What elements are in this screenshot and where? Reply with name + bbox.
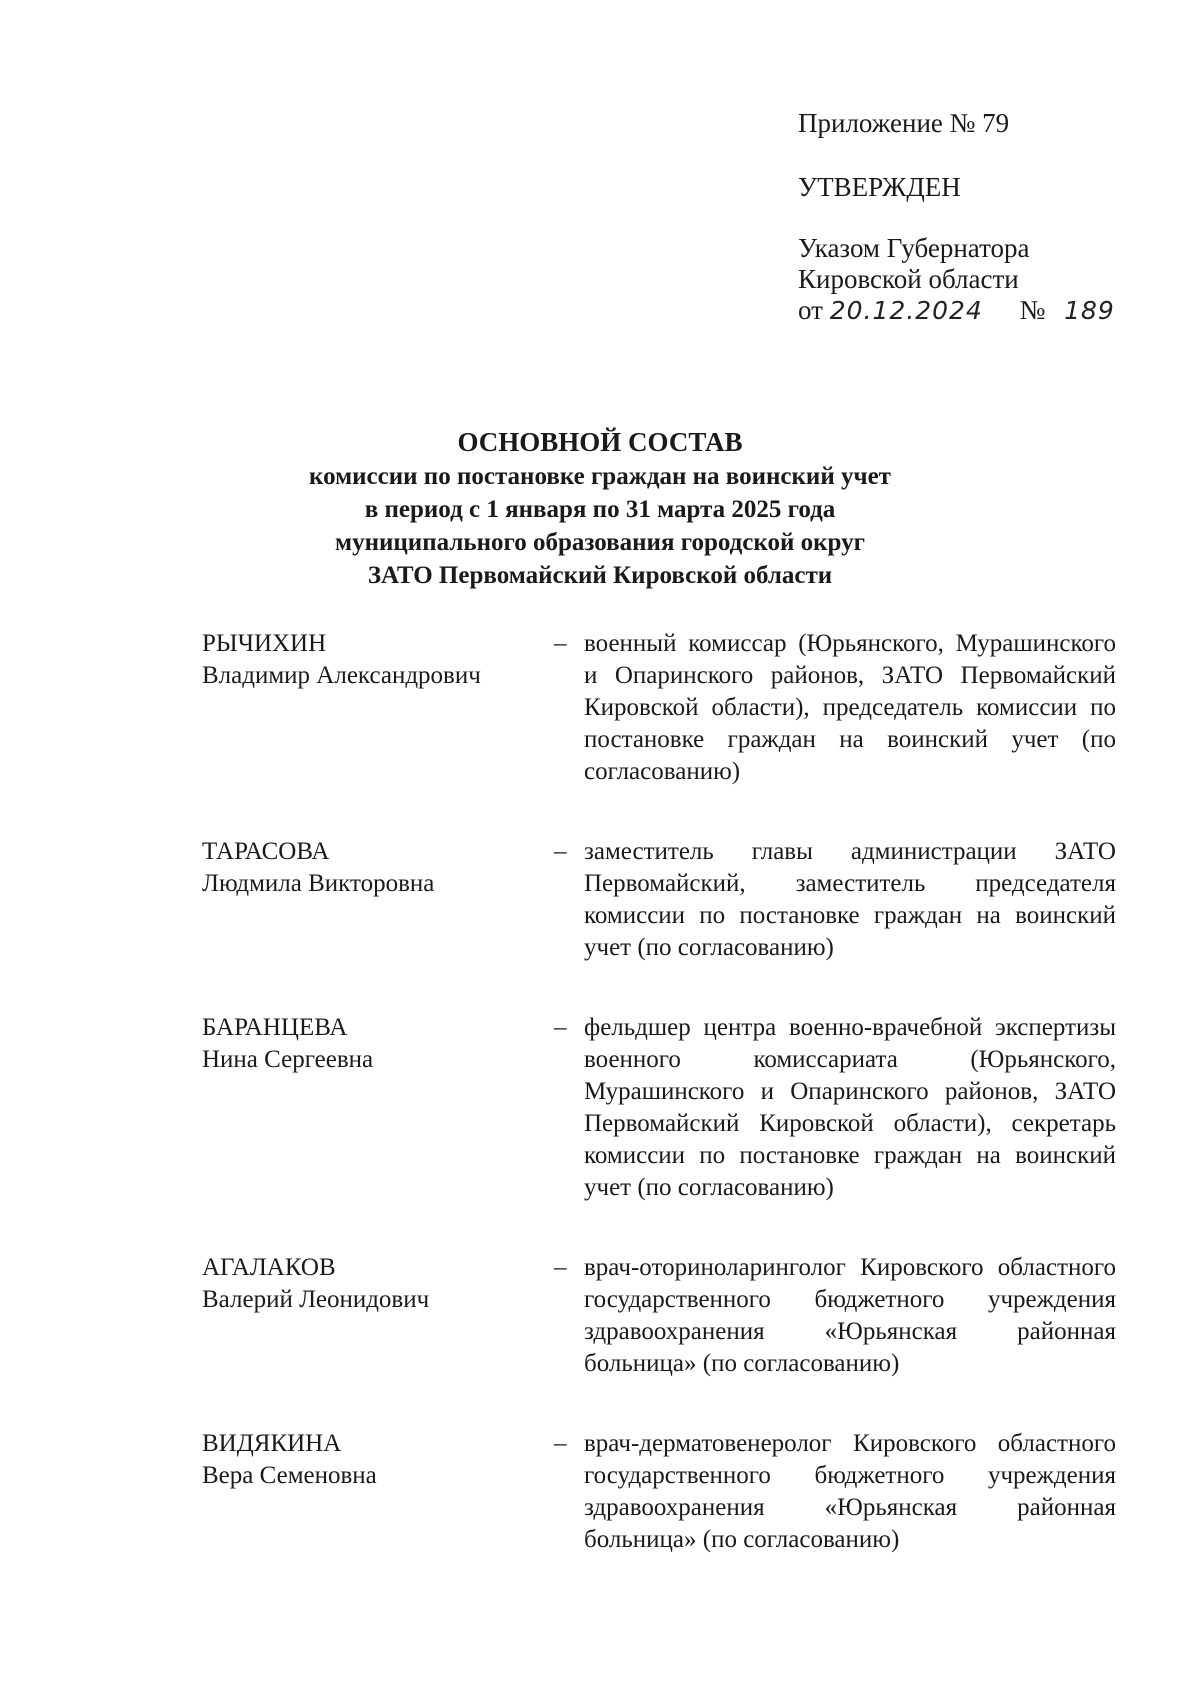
member-given-names: Валерий Леонидович <box>202 1286 430 1313</box>
member-surname: БАРАНЦЕВА <box>202 1014 348 1041</box>
dash-separator: – <box>554 630 567 657</box>
dash-separator: – <box>554 1254 567 1281</box>
date-prefix: от <box>798 295 823 325</box>
handwritten-number: 189 <box>1064 296 1115 325</box>
title-line-4: муниципального образования городской округ <box>335 529 865 556</box>
member-name <box>202 1428 554 1556</box>
member-surname: ТАРАСОВА <box>202 838 330 865</box>
member-name <box>202 1252 554 1380</box>
member-list <box>202 628 1120 1556</box>
dash-separator: – <box>554 1430 567 1457</box>
dash-separator: – <box>554 1014 567 1041</box>
member-given-names: Владимир Александрович <box>202 662 481 689</box>
dash-separator: – <box>554 838 567 865</box>
approved-label: УТВЕРЖДЕН <box>798 172 961 202</box>
member-role: военный комиссар (Юрьянского, Мурашинского и Опаринского районов, ЗАТО Первомайский Кировской области), председатель комиссии по постановке граждан на воинский учет (по согласованию) <box>584 630 1116 785</box>
title-line-2: комиссии по постановке граждан на воинский учет <box>309 463 891 490</box>
member-row <box>202 628 1120 788</box>
title-line-5: ЗАТО Первомайский Кировской области <box>367 562 833 589</box>
document-title <box>200 424 1000 592</box>
decree-line-1: Указом Губернатора <box>798 233 1030 263</box>
member-surname: АГАЛАКОВ <box>202 1254 336 1281</box>
title-line-1: ОСНОВНОЙ СОСТАВ <box>457 427 743 457</box>
appendix-number: Приложение № 79 <box>798 108 1010 138</box>
number-sign: № <box>1019 295 1046 325</box>
title-line-3: в период с 1 января по 31 марта 2025 года <box>364 496 836 523</box>
decree-date-line <box>798 295 1158 326</box>
member-given-names: Людмила Викторовна <box>202 870 435 897</box>
member-surname: ВИДЯКИНА <box>202 1430 342 1457</box>
member-name <box>202 1012 554 1204</box>
member-surname: РЫЧИХИН <box>202 630 327 657</box>
member-name <box>202 628 554 788</box>
member-row <box>202 1012 1120 1204</box>
member-row <box>202 1252 1120 1380</box>
decree-line-2: Кировской области <box>798 264 1019 294</box>
handwritten-date: 20.12.2024 <box>829 296 983 325</box>
approval-block <box>798 108 1158 326</box>
member-role: фельдшер центра военно-врачебной экспертизы военного комиссариата (Юрьянского, Мурашинского и Опаринского районов, ЗАТО Первомайский Кировской области), секретарь комиссии по постановке граждан на воинский учет (по согласованию) <box>584 1014 1116 1201</box>
member-role: заместитель главы администрации ЗАТО Первомайский, заместитель председателя комиссии по постановке граждан на воинский учет (по согласованию) <box>584 838 1116 961</box>
member-role: врач-оториноларинголог Кировского областного государственного бюджетного учреждения здравоохранения «Юрьянская районная больница» (по согласованию) <box>584 1254 1116 1377</box>
member-name <box>202 836 554 964</box>
member-role: врач-дерматовенеролог Кировского областного государственного бюджетного учреждения здравоохранения «Юрьянская районная больница» (по согласованию) <box>584 1430 1116 1553</box>
member-row <box>202 1428 1120 1556</box>
member-row <box>202 836 1120 964</box>
member-given-names: Вера Семеновна <box>202 1462 377 1489</box>
member-given-names: Нина Сергеевна <box>202 1046 374 1073</box>
